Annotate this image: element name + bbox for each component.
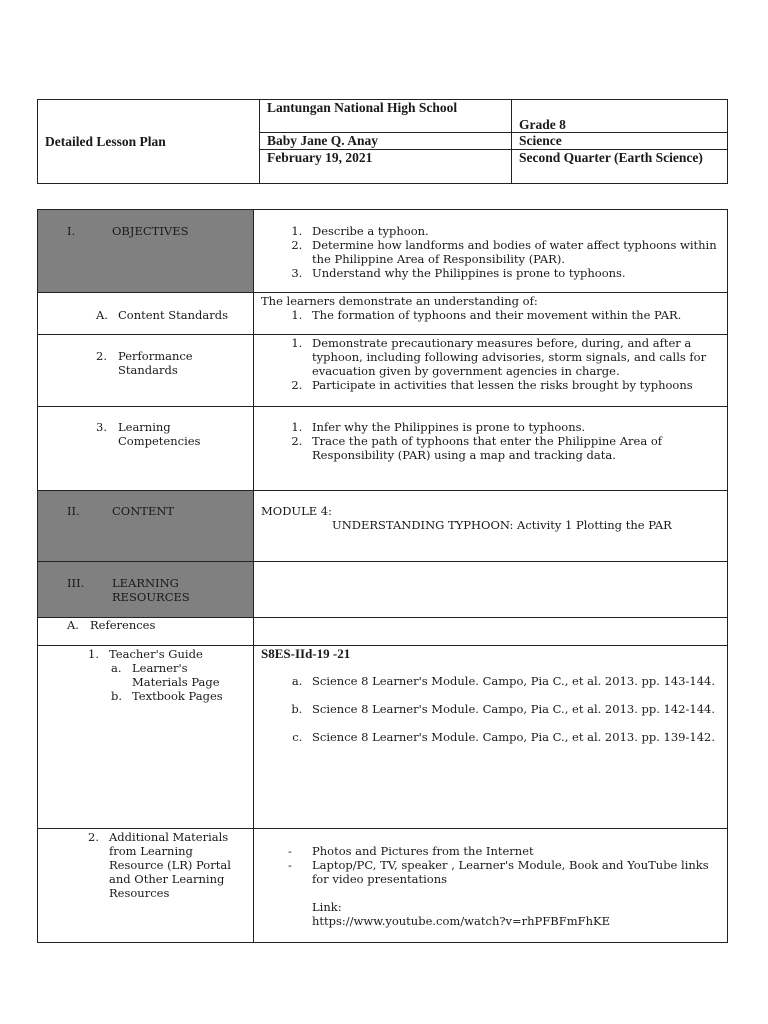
list-item: c. Science 8 Learner's Module. Campo, Pia C., et al. 2013. pp. 139-142. [306, 730, 721, 744]
learning-competencies-list [261, 420, 721, 462]
link-label: Link: [312, 900, 342, 914]
additional-materials-row [38, 829, 728, 943]
objectives-title: OBJECTIVES [112, 224, 189, 238]
teachers-guide-label: Teacher's Guide [109, 647, 203, 661]
list-item: 1. The formation of typhoons and their movement within the PAR. [306, 308, 721, 322]
quarter-label: Second Quarter (Earth Science) [512, 150, 728, 184]
subject-name: Science [512, 133, 728, 150]
list-item: - Photos and Pictures from the Internet [306, 844, 721, 858]
performance-standards-row [38, 335, 728, 407]
content-row [38, 491, 728, 562]
lesson-date: February 19, 2021 [260, 150, 512, 184]
content-title: CONTENT [112, 504, 175, 518]
content-standards-intro: The learners demonstrate an understanding of: [261, 294, 538, 308]
materials-list [261, 844, 721, 886]
list-item: 2. Determine how landforms and bodies of water affect typhoons within the Philippine Area of Responsibility (PAR). [306, 238, 721, 266]
learning-competencies-label: Learning Competencies [118, 420, 201, 448]
module-number: MODULE 4: [261, 504, 332, 518]
competency-code: S8ES-IId-19 -21 [261, 646, 351, 661]
content-standards-list [261, 308, 721, 322]
additional-materials-label: Additional Materials from Learning Resource (LR) Portal and Other Learning Resources [109, 830, 231, 900]
lesson-plan-table [37, 209, 728, 943]
list-item: 1. Describe a typhoon. [306, 224, 721, 238]
references-row [38, 618, 728, 646]
teacher-name: Baby Jane Q. Anay [260, 133, 512, 150]
learning-competencies-row [38, 407, 728, 491]
list-item: 3. Understand why the Philippines is prone to typhoons. [306, 266, 721, 280]
performance-standards-list [261, 336, 721, 392]
content-numeral: II. [67, 504, 80, 518]
performance-standards-marker: 2. [96, 349, 107, 363]
list-item: 1. Infer why the Philippines is prone to typhoons. [306, 420, 721, 434]
references-label: References [90, 618, 156, 632]
module-title: UNDERSTANDING TYPHOON: Activity 1 Plotting the PAR [332, 518, 672, 532]
header-table [37, 99, 728, 184]
reference-list [261, 674, 721, 744]
list-item: a. Science 8 Learner's Module. Campo, Pia C., et al. 2013. pp. 143-144. [306, 674, 721, 688]
teachers-guide-marker: 1. [88, 647, 99, 661]
list-item: 2. Participate in activities that lessen the risks brought by typhoons [306, 378, 721, 392]
list-item: 2. Trace the path of typhoons that enter the Philippine Area of Responsibility (PAR) using a map and tracking data. [306, 434, 721, 462]
video-link[interactable]: https://www.youtube.com/watch?v=rhPFBFmFhKE [312, 914, 610, 928]
list-item: 1. Demonstrate precautionary measures before, during, and after a typhoon, including following advisories, storm signals, and calls for evacuation given by government agencies in charge. [306, 336, 721, 378]
content-standards-row [38, 293, 728, 335]
performance-standards-label: Performance Standards [118, 349, 193, 377]
objectives-numeral: I. [67, 224, 76, 238]
textbook-pages-label: Textbook Pages [132, 689, 223, 703]
learning-resources-row [38, 562, 728, 618]
learners-materials-label: Learner's Materials Page [132, 661, 220, 689]
teachers-guide-row: 1. Teacher's Guide a. Learner's Materials Page b. Textbook Pages S8ES-IId-19 -21 a. Science 8 Learner's Module. Campo, Pia C., et al. 2013. pp. 143-144. b. Science 8 Learner's Module. Campo, Pia C., et al. 2013. pp. 142-144. c. Science 8 Learner's Module. Campo, Pia C., et al. 2013. pp. 139-142. [38, 646, 728, 829]
learning-resources-numeral: III. [67, 576, 85, 590]
objectives-row [38, 210, 728, 293]
references-marker: A. [67, 618, 79, 632]
list-item: - Laptop/PC, TV, speaker , Learner's Module, Book and YouTube links for video presentations [306, 858, 721, 886]
learning-resources-title: LEARNING RESOURCES [112, 576, 190, 604]
additional-materials-marker: 2. [88, 830, 99, 844]
school-name: Lantungan National High School [260, 100, 512, 133]
learning-competencies-marker: 3. [96, 420, 107, 434]
doc-title: Detailed Lesson Plan [38, 100, 260, 184]
list-item: b. Science 8 Learner's Module. Campo, Pia C., et al. 2013. pp. 142-144. [306, 702, 721, 716]
grade-level: Grade 8 [512, 100, 728, 133]
content-standards-label: Content Standards [118, 308, 228, 322]
objectives-list [261, 224, 721, 280]
content-standards-marker: A. [96, 308, 108, 322]
